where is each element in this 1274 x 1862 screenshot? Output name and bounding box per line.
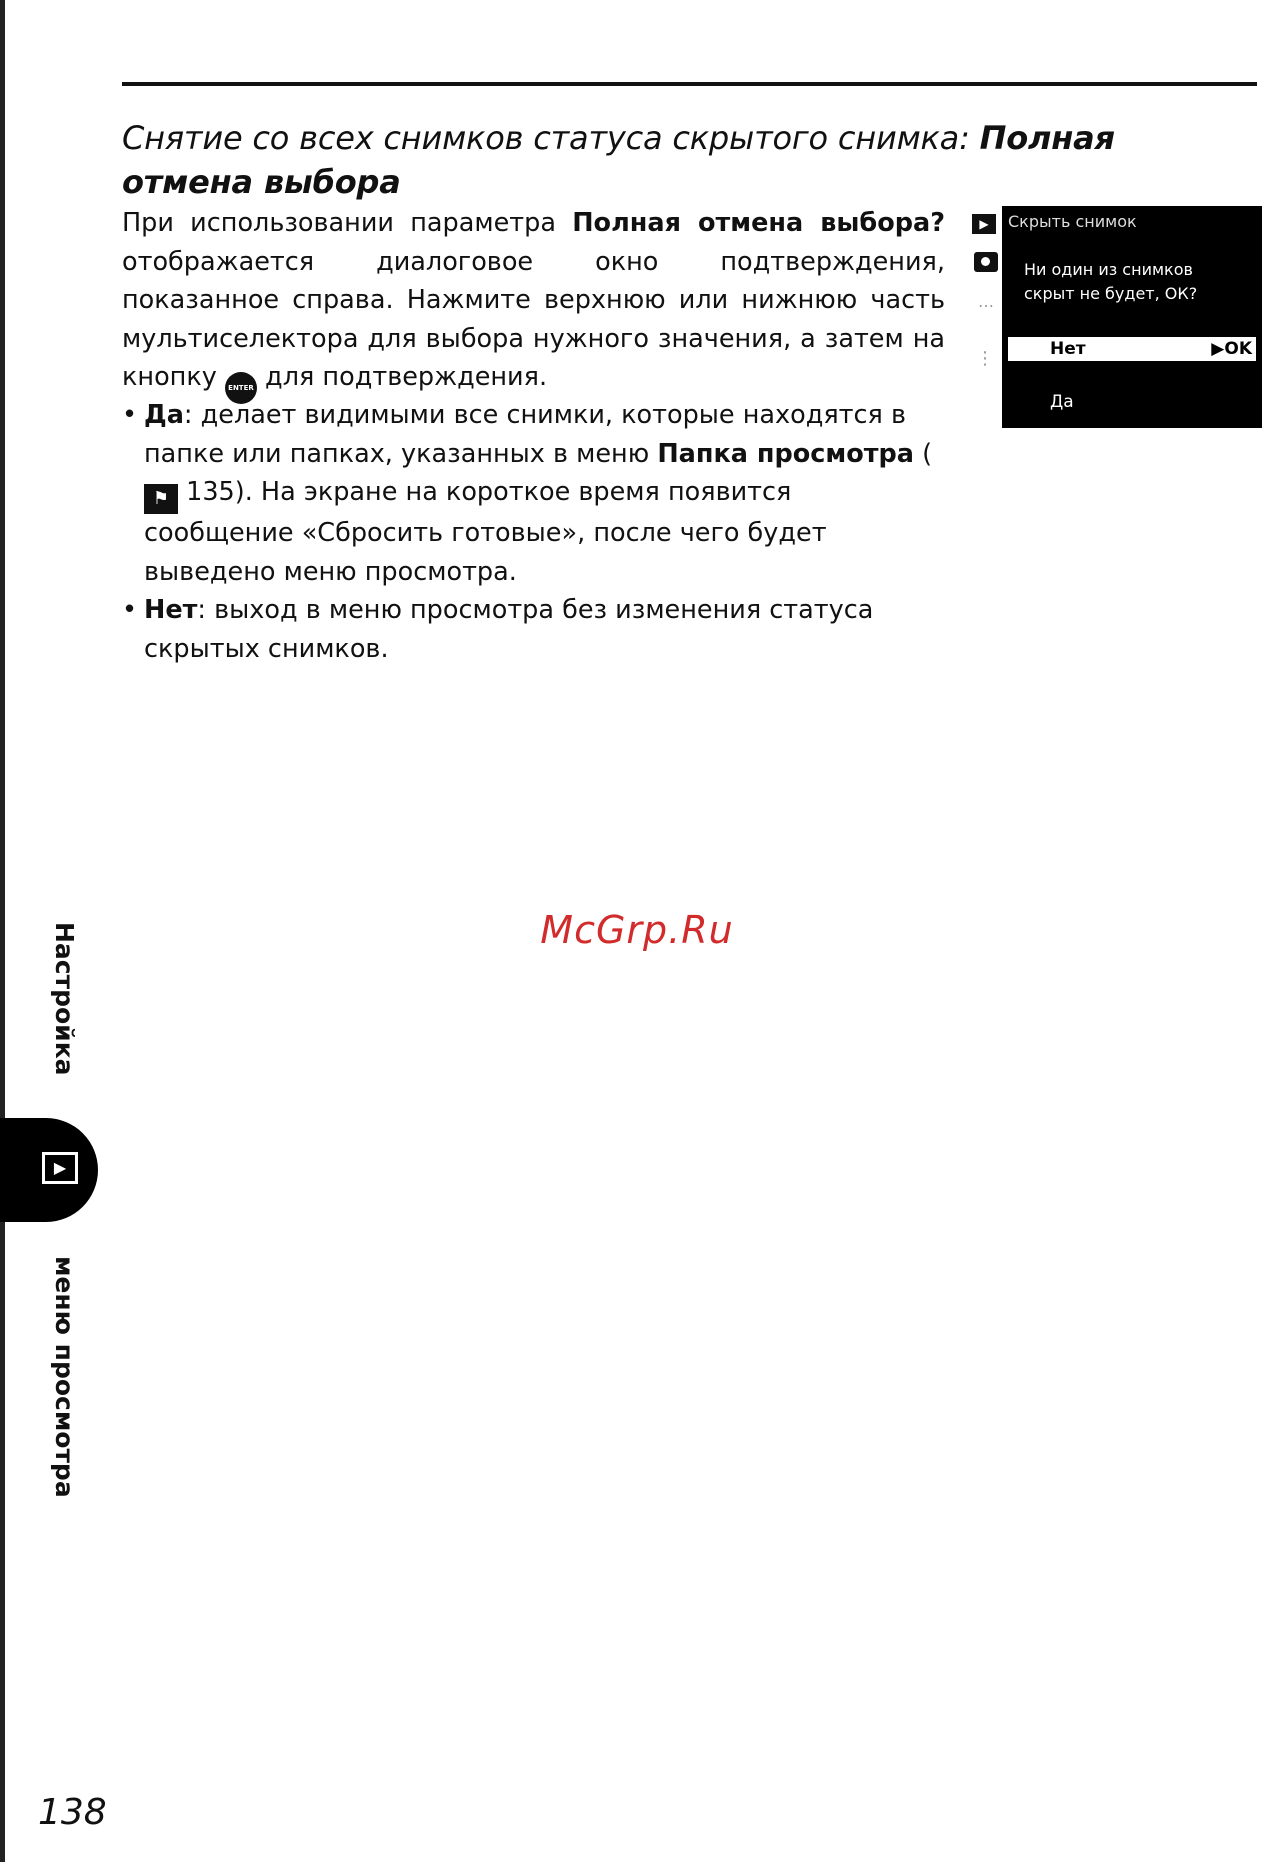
option-name: Полная отмена выбора? — [572, 208, 946, 238]
no-text: : выход в меню просмотра без изменения статуса скрытых снимков. — [144, 595, 874, 664]
yes-text-1: : делает видимыми все снимки, которые находятся в папке или папках, указанных в меню — [144, 400, 907, 469]
term-yes: Да — [144, 400, 184, 430]
menu-tab-icon: ⋮ — [976, 348, 994, 369]
screen-menu-tabs — [970, 206, 1002, 386]
heading-bold: Полная отмена выбора — [122, 119, 1115, 201]
playback-icon: ▶ — [42, 1152, 78, 1184]
list-item-no: • Нет: выход в меню просмотра без изменения статуса скрытых снимков. — [122, 595, 874, 664]
heading-italic: Снятие со всех снимков статуса скрытого снимка: — [122, 119, 980, 157]
intro-text-2: отображается диалоговое окно подтверждения, показанное справа. Нажмите верхнюю или нижнюю часть мультиселектора для выбора нужного значения, а затем на кнопку — [122, 246, 945, 392]
page-ref-icon: ⚑ — [144, 484, 178, 514]
screen-message-line-2: скрыт не будет, ОК? — [1024, 284, 1198, 303]
intro-text-1: При использовании параметра — [122, 208, 573, 238]
list-item-yes: • Да: делает видимыми все снимки, которые находятся в папке или папках, указанных в меню Папка просмотра (⚑ 135). На экране на короткое время появится сообщение «Сбросить готовые», после чего будет выведено меню просмотра. — [122, 400, 933, 587]
screen-option-yes[interactable]: Да — [1050, 392, 1074, 412]
header-rule — [122, 82, 1257, 86]
intro-paragraph — [122, 204, 945, 404]
side-label-top: Настройка — [50, 922, 79, 1076]
enter-button-icon: ENTER — [225, 372, 257, 404]
playback-tab-icon: ▶ — [972, 214, 996, 234]
screen-option-no[interactable] — [1008, 337, 1256, 361]
ok-label: ▶OK — [1211, 339, 1252, 359]
option-no-label: Нет — [1050, 339, 1086, 359]
page-number: 138 — [38, 1792, 107, 1833]
yes-text-2: ( — [913, 438, 933, 469]
section-heading — [122, 116, 1242, 204]
yes-text-3: 135). На экране на короткое время появится сообщение «Сбросить готовые», после чего будет выведено меню просмотра. — [144, 477, 827, 587]
camera-tab-icon — [974, 252, 998, 272]
term-no: Нет — [144, 595, 198, 625]
intro-text-3: для подтверждения. — [256, 362, 548, 392]
pencil-tab-icon: … — [978, 292, 994, 311]
screen-message — [1024, 258, 1197, 306]
side-label-bottom: меню просмотра — [50, 1256, 79, 1498]
screen-title: Скрыть снимок — [1008, 212, 1137, 231]
watermark: McGrp.Ru — [540, 908, 734, 952]
option-list — [122, 396, 945, 668]
side-tab — [0, 1118, 98, 1222]
camera-screen — [1002, 206, 1262, 428]
screen-message-line-1: Ни один из снимков — [1024, 260, 1193, 279]
menu-name: Папка просмотра — [657, 438, 914, 469]
